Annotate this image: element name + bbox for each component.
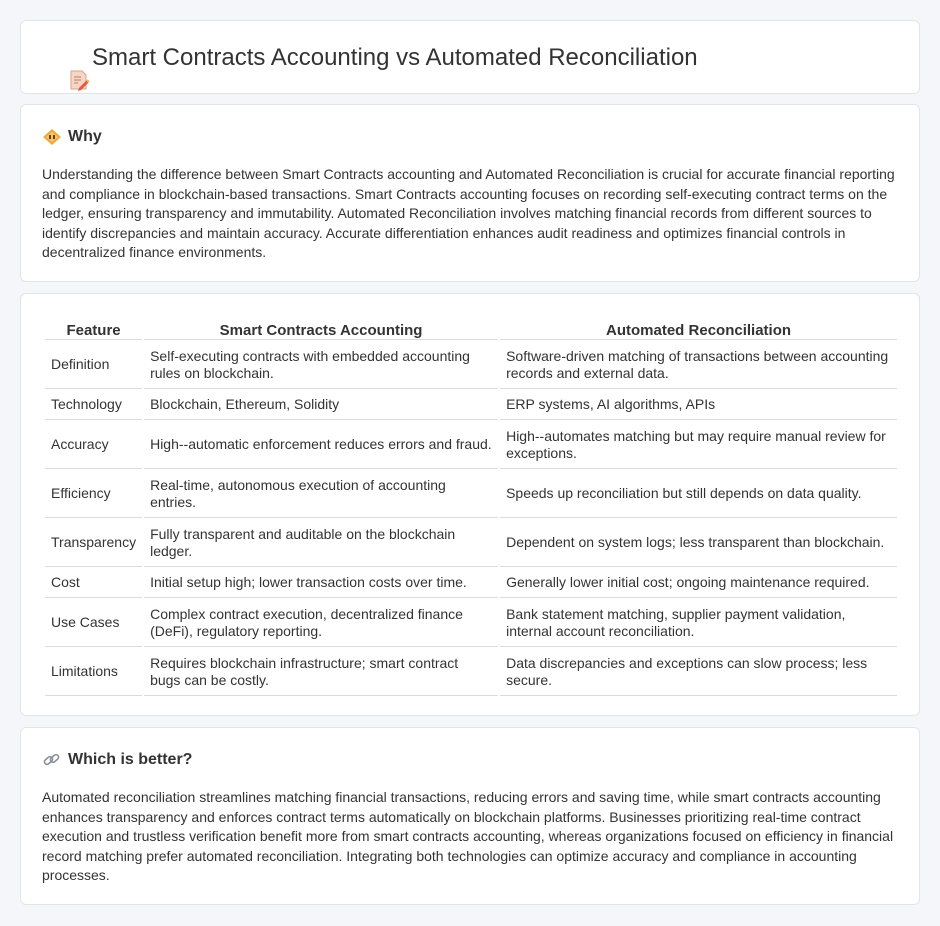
automated-reconciliation-cell: Bank statement matching, supplier payment validation, internal account reconciliation. xyxy=(500,600,897,647)
smart-contracts-cell: High--automatic enforcement reduces errors and fraud. xyxy=(144,422,498,469)
feature-cell: Use Cases xyxy=(45,600,142,647)
smart-contracts-cell: Initial setup high; lower transaction costs over time. xyxy=(144,569,498,598)
why-heading: Why xyxy=(68,128,102,145)
why-section xyxy=(20,104,920,282)
page-title: Smart Contracts Accounting vs Automated Reconciliation xyxy=(92,44,698,71)
automated-reconciliation-cell: Software-driven matching of transactions between accounting records and external data. xyxy=(500,342,897,389)
document-pencil-icon xyxy=(67,68,91,97)
feature-cell: Transparency xyxy=(45,520,142,567)
feature-cell: Definition xyxy=(45,342,142,389)
title-card xyxy=(20,20,920,94)
automated-reconciliation-cell: High--automates matching but may require manual review for exceptions. xyxy=(500,422,897,469)
smart-contracts-cell: Self-executing contracts with embedded accounting rules on blockchain. xyxy=(144,342,498,389)
column-header-smart-contracts: Smart Contracts Accounting xyxy=(144,319,498,340)
which-is-better-section xyxy=(20,727,920,905)
feature-cell: Technology xyxy=(45,391,142,420)
table-row xyxy=(45,422,897,469)
diamond-icon xyxy=(43,129,61,150)
automated-reconciliation-cell: Dependent on system logs; less transparent than blockchain. xyxy=(500,520,897,567)
feature-cell: Efficiency xyxy=(45,471,142,518)
comparison-table xyxy=(43,317,899,698)
automated-reconciliation-cell: Data discrepancies and exceptions can slow process; less secure. xyxy=(500,649,897,696)
feature-cell: Limitations xyxy=(45,649,142,696)
column-header-feature: Feature xyxy=(45,319,142,340)
smart-contracts-cell: Fully transparent and auditable on the blockchain ledger. xyxy=(144,520,498,567)
table-row xyxy=(45,649,897,696)
smart-contracts-cell: Blockchain, Ethereum, Solidity xyxy=(144,391,498,420)
table-row xyxy=(45,569,897,598)
automated-reconciliation-cell: Speeds up reconciliation but still depends on data quality. xyxy=(500,471,897,518)
table-row xyxy=(45,391,897,420)
comparison-section xyxy=(20,293,920,716)
smart-contracts-cell: Real-time, autonomous execution of accounting entries. xyxy=(144,471,498,518)
which-is-better-heading: Which is better? xyxy=(68,751,193,768)
table-row xyxy=(45,600,897,647)
link-icon xyxy=(43,752,61,773)
why-text: Understanding the difference between Smart Contracts accounting and Automated Reconciliation is crucial for accurate financial reporting and compliance in blockchain-based transactions. Smart Contracts accounting focuses on recording self-executing contract terms on the ledger, ensuring transparency and immutability. Automated Reconciliation involves matching financial records from different sources to identify discrepancies and maintain accuracy. Accurate differentiation enhances audit readiness and optimizes financial controls in decentralized finance environments. xyxy=(42,166,895,261)
smart-contracts-cell: Complex contract execution, decentralized finance (DeFi), regulatory reporting. xyxy=(144,600,498,647)
feature-cell: Accuracy xyxy=(45,422,142,469)
automated-reconciliation-cell: ERP systems, AI algorithms, APIs xyxy=(500,391,897,420)
smart-contracts-cell: Requires blockchain infrastructure; smart contract bugs can be costly. xyxy=(144,649,498,696)
table-row xyxy=(45,471,897,518)
table-row xyxy=(45,520,897,567)
feature-cell: Cost xyxy=(45,569,142,598)
automated-reconciliation-cell: Generally lower initial cost; ongoing maintenance required. xyxy=(500,569,897,598)
table-header-row xyxy=(45,319,897,340)
column-header-automated-reconciliation: Automated Reconciliation xyxy=(500,319,897,340)
which-is-better-text: Automated reconciliation streamlines matching financial transactions, reducing errors and saving time, while smart contracts accounting enhances transparency and enforces contract terms automatically on blockchain platforms. Businesses prioritizing real-time contract execution and trustless verification benefit more from smart contracts accounting, whereas organizations focused on efficiency in financial record matching prefer automated reconciliation. Integrating both technologies can optimize accuracy and compliance in accounting processes. xyxy=(42,789,894,884)
table-row xyxy=(45,342,897,389)
